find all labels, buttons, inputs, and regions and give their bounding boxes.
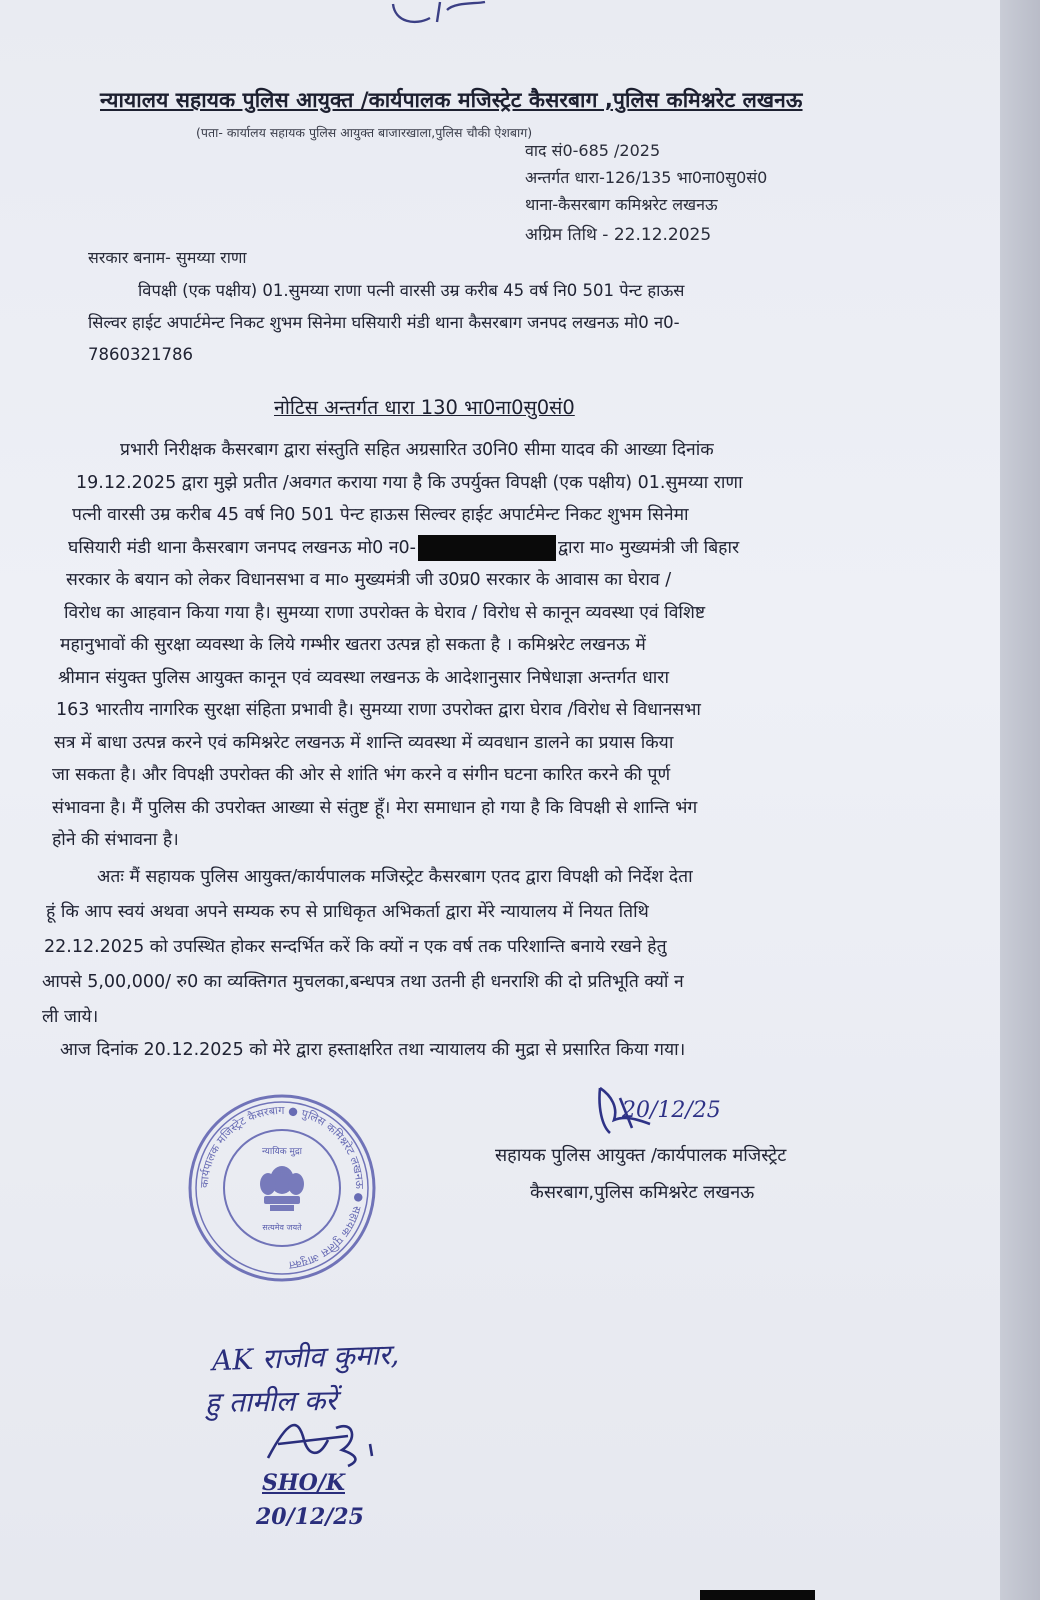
- endorsement-name: AK राजीव कुमार,: [211, 1337, 400, 1378]
- endorsement-officer: SHO/K: [262, 1470, 345, 1496]
- signature-date: 20/12/25: [622, 1098, 721, 1123]
- endorsement-date: 20/12/25: [256, 1504, 364, 1530]
- page-edge-shadow: [1000, 0, 1040, 1600]
- endorsement-signature: [258, 1410, 398, 1474]
- respondent-line: 7860321786: [88, 345, 193, 364]
- body-line: सरकार के बयान को लेकर विधानसभा व मा० मुख्यमंत्री जी उ0प्र0 सरकार के आवास का घेराव /: [66, 570, 672, 590]
- redacted-prefix: घसियारी मंडी थाना कैसरबाग जनपद लखनऊ मो0 न0-: [68, 537, 416, 558]
- body-line: 22.12.2025 को उपस्थित होकर सन्दर्भित करें कि क्यों न एक वर्ष तक परिशान्ति बनाये रखने हेतु: [44, 937, 667, 957]
- respondent-line: विपक्षी (एक पक्षीय) 01.सुमय्या राणा पत्नी वारसी उम्र करीब 45 वर्ष नि0 501 पेन्ट हाऊस: [138, 281, 685, 300]
- body-line: श्रीमान संयुक्त पुलिस आयुक्त कानून एवं व्यवस्था लखनऊ के आदेशानुसार निषेधाज्ञा अन्तर्गत धारा: [58, 667, 669, 688]
- official-seal-stamp: [186, 1092, 378, 1284]
- case-number: वाद सं0-685 /2025: [525, 141, 661, 160]
- redaction-box: [418, 535, 556, 561]
- endorsement-instruction: हु तामील करें: [204, 1383, 338, 1420]
- body-line: महानुभावों की सुरक्षा व्यवस्था के लिये गम्भीर खतरा उत्पन्न हो सकता है । कमिश्नरेट लखनऊ में: [60, 635, 646, 655]
- body-line-redacted: [52, 532, 743, 565]
- case-parties: सरकार बनाम- सुमय्या राणा: [88, 248, 247, 267]
- body-line: 19.12.2025 द्वारा मुझे प्रतीत /अवगत कराया गया है कि उपर्युक्त विपक्षी (एक पक्षीय) 01.सुमय्या राणा: [76, 472, 743, 493]
- body-line: जा सकता है। और विपक्षी उपरोक्त की ओर से शांति भंग करने व संगीन घटना कारित करने की पूर्ण: [52, 765, 671, 785]
- body-line: ली जाये।: [42, 1007, 99, 1027]
- seal-inner-bottom-text: सत्यमेव जयते: [262, 1223, 302, 1232]
- body-line: संभावना है। मैं पुलिस की उपरोक्त आख्या से संतुष्ट हूँ। मेरा समाधान हो गया है कि विपक्षी से शान्ति भंग: [52, 797, 698, 818]
- bottom-redaction-bar: [700, 1590, 815, 1600]
- body-paragraph-2: [42, 860, 693, 1035]
- body-paragraph-1: [52, 434, 743, 857]
- court-header-title: न्यायालय सहायक पुलिस आयुक्त /कार्यपालक मजिस्ट्रेट कैसरबाग ,पुलिस कमिश्नरेट लखनऊ: [100, 88, 803, 112]
- body-line: हूं कि आप स्वयं अथवा अपने सम्यक रुप से प्राधिकृत अभिकर्ता द्वारा मेंरे न्यायालय में नियत तिथि: [46, 902, 649, 922]
- ashoka-emblem-icon: [260, 1166, 304, 1211]
- body-line: प्रभारी निरीक्षक कैसरबाग द्वारा संस्तुति सहित अग्रसारित उ0नि0 सीमा यादव की आख्या दिनांक: [120, 440, 714, 460]
- body-line: विरोध का आहवान किया गया है। सुमय्या राणा उपरोक्त के घेराव / विरोध से कानून व्यवस्था एवं विशिष्ट: [64, 602, 706, 623]
- signatory-designation: सहायक पुलिस आयुक्त /कार्यपालक मजिस्ट्रेट: [495, 1145, 787, 1166]
- respondent-line: सिल्वर हाईट अपार्टमेन्ट निकट शुभम सिनेमा घसियारी मंडी थाना कैसरबाग जनपद लखनऊ मो0 न0-: [88, 313, 680, 332]
- top-handwritten-mark: [385, 0, 495, 28]
- signatory-office: कैसरबाग,पुलिस कमिश्नरेट लखनऊ: [530, 1182, 755, 1203]
- body-line: 163 भारतीय नागरिक सुरक्षा संहिता प्रभावी है। सुमय्या राणा उपरोक्त द्वारा घेराव /विरोध से विधानसभा: [56, 700, 701, 720]
- case-section: अन्तर्गत धारा-126/135 भा0ना0सु0सं0: [525, 168, 768, 187]
- notice-title: नोटिस अन्तर्गत धारा 130 भा0ना0सु0सं0: [274, 396, 575, 419]
- seal-inner-top-text: न्यायिक मुद्रा: [261, 1147, 303, 1157]
- case-police-station: थाना-कैसरबाग कमिश्नरेट लखनऊ: [525, 195, 718, 214]
- respondent-details: [88, 275, 684, 371]
- body-line: होने की संभावना है।: [52, 830, 179, 850]
- body-line: अतः मैं सहायक पुलिस आयुक्त/कार्यपालक मजिस्ट्रेट कैसरबाग एतद द्वारा विपक्षी को निर्देश देता: [97, 867, 693, 887]
- issue-line: आज दिनांक 20.12.2025 को मेरे द्वारा हस्ताक्षरित तथा न्यायालय की मुद्रा से प्रसारित किया गया।: [60, 1040, 686, 1060]
- seal-outer-text: कार्यपालक मजिस्ट्रेट कैसरबाग ● पुलिस कमिश्नरेट लखनऊ ● सहायक पुलिस आयुक्त: [197, 1103, 367, 1272]
- body-line: पत्नी वारसी उम्र करीब 45 वर्ष नि0 501 पेन्ट हाऊस सिल्वर हाईट अपार्टमेन्ट निकट शुभम सिनेमा: [72, 505, 689, 525]
- body-line: सत्र में बाधा उत्पन्न करने एवं कमिश्नरेट लखनऊ में शान्ति व्यवस्था में व्यवधान डालने का प्रयास किया: [54, 732, 674, 753]
- case-next-date: अग्रिम तिथि - 22.12.2025: [525, 225, 712, 245]
- court-header-address: (पता- कार्यालय सहायक पुलिस आयुक्त बाजारखाला,पुलिस चौकी ऐशबाग): [196, 125, 533, 140]
- body-line: आपसे 5,00,000/ रु0 का व्यक्तिगत मुचलका,बन्धपत्र तथा उतनी ही धनराशि की दो प्रतिभूति क्यों न: [42, 972, 684, 992]
- redacted-suffix: द्वारा मा० मुख्यमंत्री जी बिहार: [558, 537, 740, 558]
